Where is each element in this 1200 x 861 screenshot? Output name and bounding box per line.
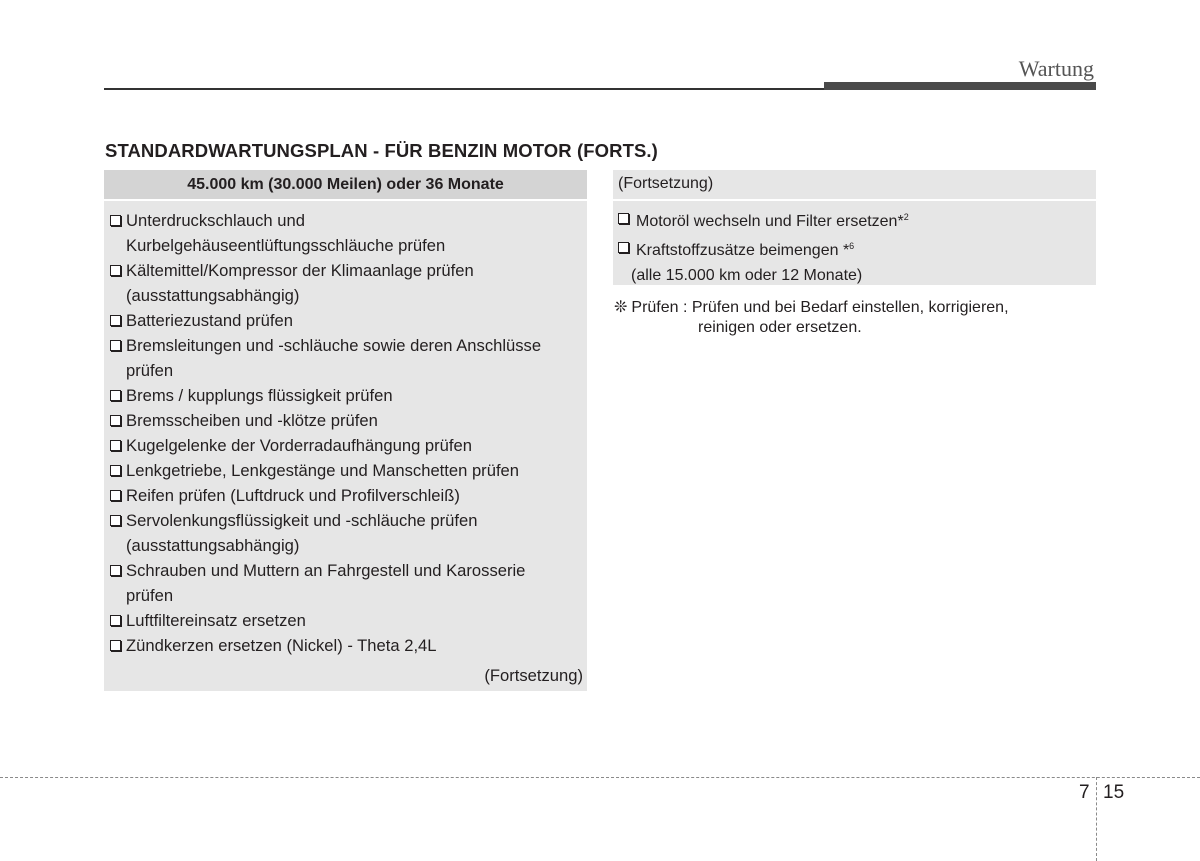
checklist-item: [618, 205, 1096, 234]
checkbox-icon: [110, 340, 121, 351]
item-line: Unterdruckschlauch und: [126, 211, 305, 230]
checkbox-icon: [110, 565, 121, 576]
item-line: prüfen: [126, 361, 174, 380]
footnote-ref: 6: [849, 241, 855, 251]
checklist-item: [110, 558, 587, 608]
checkbox-icon: [618, 242, 629, 253]
checkbox-icon: [110, 315, 121, 326]
maintenance-panel-continued: [613, 170, 1096, 285]
item-line: Luftfiltereinsatz ersetzen: [126, 611, 306, 630]
footnote-line: Prüfen : Prüfen und bei Bedarf einstellen, korrigieren,: [631, 299, 1009, 316]
item-line: prüfen: [126, 586, 174, 605]
item-line: Bremsleitungen und -schläuche sowie deren Anschlüsse: [126, 336, 542, 355]
checkbox-icon: [110, 265, 121, 276]
asterisk-symbol-icon: ❊: [614, 299, 628, 316]
checkbox-icon: [110, 465, 121, 476]
interval-note: (alle 15.000 km oder 12 Monate): [631, 267, 863, 284]
continuation-header: (Fortsetzung): [613, 170, 1096, 201]
panel-header: 45.000 km (30.000 Meilen) oder 36 Monate: [104, 170, 587, 201]
checkbox-icon: [110, 490, 121, 501]
checklist-item: [110, 608, 587, 633]
checklist-item: [110, 308, 587, 333]
checklist-item: [110, 458, 587, 483]
checklist-item: [110, 333, 587, 383]
item-line: (ausstattungsabhängig): [126, 536, 300, 555]
checkbox-icon: [110, 640, 121, 651]
checklist-item: [110, 508, 587, 558]
item-line: Zündkerzen ersetzen (Nickel) - Theta 2,4L: [126, 636, 437, 655]
item-line: Bremsscheiben und -klötze prüfen: [126, 411, 378, 430]
page-number: 15: [1103, 782, 1125, 803]
checkbox-icon: [110, 215, 121, 226]
checklist: [104, 201, 587, 658]
item-line: Lenkgetriebe, Lenkgestänge und Manschetten prüfen: [126, 461, 520, 480]
checklist-item: [110, 433, 587, 458]
checkbox-icon: [110, 415, 121, 426]
item-text: Motoröl wechseln und Filter ersetzen*: [636, 213, 904, 230]
item-line: Kugelgelenke der Vorderradaufhängung prüfen: [126, 436, 472, 455]
footnote-line: reinigen oder ersetzen.: [698, 319, 862, 336]
checklist-item: [110, 483, 587, 508]
item-line: Kältemittel/Kompressor der Klimaanlage prüfen: [126, 261, 474, 280]
checklist-item: [110, 383, 587, 408]
item-line: Schrauben und Muttern an Fahrgestell und Karosserie: [126, 561, 526, 580]
item-line: Kurbelgehäuseentlüftungsschläuche prüfen: [126, 236, 446, 255]
checkbox-icon: [110, 390, 121, 401]
chapter-number: 7: [1079, 782, 1090, 803]
section-title: STANDARDWARTUNGSPLAN - FÜR BENZIN MOTOR (FORTS.): [105, 140, 658, 161]
checkbox-icon: [110, 615, 121, 626]
checkbox-icon: [110, 515, 121, 526]
footnote-ref: 2: [903, 212, 909, 222]
maintenance-panel-45000: [104, 170, 587, 691]
page-number-divider: [1096, 777, 1097, 861]
continuation-note: (Fortsetzung): [484, 666, 583, 685]
checkbox-icon: [110, 440, 121, 451]
item-line: Servolenkungsflüssigkeit und -schläuche prüfen: [126, 511, 478, 530]
item-text: Kraftstoffzusätze beimengen *: [636, 242, 850, 259]
item-line: (ausstattungsabhängig): [126, 286, 300, 305]
checklist-item: [618, 234, 1096, 263]
item-line: Reifen prüfen (Luftdruck und Profilverschleiß): [126, 486, 460, 505]
header-title: Wartung: [1018, 56, 1094, 81]
checklist-item: [110, 258, 587, 308]
checklist-item: [110, 633, 587, 658]
item-line: Batteriezustand prüfen: [126, 311, 293, 330]
header-rule-accent: [824, 82, 1096, 90]
item-line: Brems / kupplungs flüssigkeit prüfen: [126, 386, 393, 405]
header-rule: [104, 88, 824, 90]
checklist: [613, 201, 1096, 263]
footer-divider: [0, 777, 1200, 778]
checklist-item: [110, 408, 587, 433]
checkbox-icon: [618, 213, 629, 224]
legend-footnote: [614, 298, 1009, 338]
checklist-item: [110, 208, 587, 258]
